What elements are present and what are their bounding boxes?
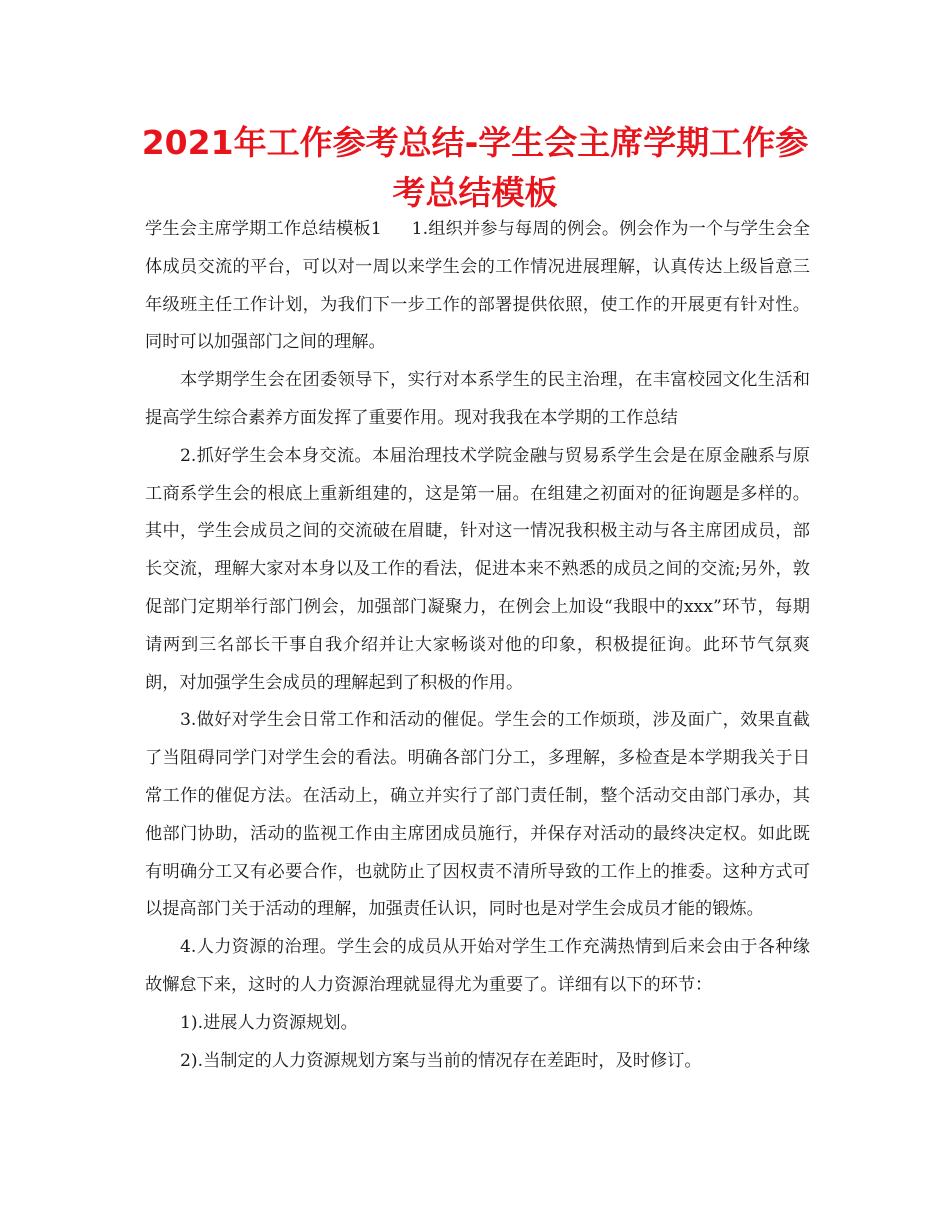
paragraph-lead: 学生会主席学期工作总结模板1 [145,219,382,239]
paragraph-5: 4.人力资源的治理。学生会的成员从开始对学生工作充满热情到后来会由于各种缘故懈怠下来，这时的人力资源治理就显得尤为重要了。详细有以下的环节： [145,937,810,995]
document-body [145,211,810,1080]
paragraph-2: 本学期学生会在团委领导下，实行对本系学生的民主治理，在丰富校园文化生活和提高学生综合素养方面发挥了重要作用。现对我我在本学期的工作总结 [145,370,810,428]
paragraph-6: 1).进展人力资源规划。 [180,1012,358,1033]
paragraph-3: 2.抓好学生会本身交流。本届治理技术学院金融与贸易系学生会是在原金融系与原工商系学生会的根底上重新组建的，这是第一届。在组建之初面对的征询题是多样的。其中，学生会成员之间的交流破在眉睫，针对这一情况我积极主动与各主席团成员，部长交流，理解大家对本身以及工作的看法，促进本来不熟悉的成员之间的交流;另外，敦促部门定期举行部门例会，加强部门凝聚力，在例会上加设“我眼中的xxx”环节，每期请两到三名部长干事自我介绍并让大家畅谈对他的印象，积极提征询。此环节气氛爽朗，对加强学生会成员的理解起到了积极的作用。 [145,445,810,693]
paragraph-4: 3.做好对学生会日常工作和活动的催促。学生会的工作烦琐，涉及面广，效果直截了当阻碍同学门对学生会的看法。明确各部门分工，多理解，多检查是本学期我关于日常工作的催促方法。在活动上，确立并实行了部门责任制，整个活动交由部门承办，其他部门协助，活动的监视工作由主席团成员施行，并保存对活动的最终决定权。如此既有明确分工又有必要合作，也就防止了因权责不清所导致的工作上的推委。这种方式可以提高部门关于活动的理解，加强责任认识，同时也是对学生会成员才能的锻炼。 [145,710,810,920]
paragraph-7: 2).当制定的人力资源规划方案与当前的情况存在差距时，及时修订。 [180,1050,702,1071]
document-title: 2021年工作参考总结-学生会主席学期工作参考总结模板 [141,123,809,212]
paragraph-text: 1.组织并参与每周的例会。例会作为一个与学生会全体成员交流的平台，可以对一周以来学生会的工作情况进展理解，认真传达上级旨意三年级班主任工作计划，为我们下一步工作的部署提供依照，使工作的开展更有针对性。同时可以加强部门之间的理解。 [145,219,810,353]
paragraph-1 [145,211,810,362]
